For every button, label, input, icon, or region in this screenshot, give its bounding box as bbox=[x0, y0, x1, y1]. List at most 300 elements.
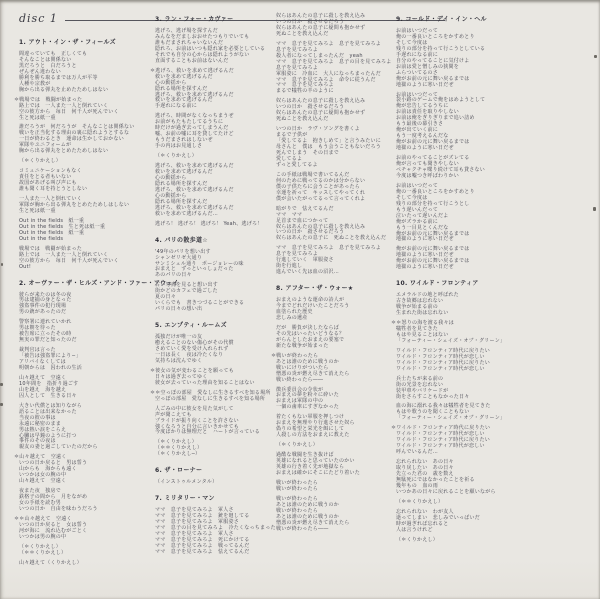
lyric-line: 黒だろうと 白だろうと bbox=[19, 62, 77, 69]
lyric-line: お前は責任を取りやしない bbox=[396, 109, 460, 116]
lyric-line: 手遅れになる前に bbox=[155, 103, 198, 110]
lyric-line: 俺が忠告してるうちに bbox=[396, 103, 449, 110]
lyric-line: ペチャクチャ喋り続けて耳も貸さない bbox=[396, 166, 485, 173]
lyric-line: 夏の日々 bbox=[155, 294, 177, 301]
lyric-line: いつの日か ラヴ・ソングを書くよ bbox=[276, 126, 360, 133]
lyric-line: 一日が終わるとき 運命は生かしておかない bbox=[19, 136, 125, 143]
lyric-line: 手遅れになる前に bbox=[396, 51, 439, 58]
stanza bbox=[276, 453, 395, 477]
lyric-line: 男の銃があったのだ bbox=[19, 309, 67, 316]
lyric-line: おまえのような運命の詩人が bbox=[276, 297, 345, 304]
lyric-line: 今度ばかりは無理だと ハートが言っている bbox=[155, 429, 261, 436]
lyric-line: 永遠に秘密のまま bbox=[19, 420, 62, 427]
lyric-line: ふらついてるのさ bbox=[396, 69, 438, 76]
lyric-line: 残りの部分を持って行こうとしている bbox=[396, 45, 486, 52]
lyric-line: 生まれた街は忘れない bbox=[396, 310, 449, 317]
lyric-line: 当夜の彼の事は bbox=[19, 414, 56, 421]
lyric-line: 誰もだまされちゃいないんだ bbox=[155, 39, 224, 46]
lyric-line: 胸から出る弾丸を止めたためしはない bbox=[19, 86, 109, 93]
lyric-line: 俺がお前の元に舞い戻るまでは bbox=[396, 230, 470, 237]
lyric-line: 徴兵委員会の令状が bbox=[276, 386, 324, 393]
lyric-line: 息子を見てみろよ bbox=[276, 46, 319, 53]
lyric-line: 人は言うけれど bbox=[396, 526, 433, 533]
scan-speck bbox=[593, 207, 596, 211]
lyric-line: 戦いにけりがついたら bbox=[276, 364, 329, 371]
lyric-line: 地獄のように寒い日だぜ bbox=[396, 252, 454, 259]
lyric-line: 「フォーティー・シェイズ・オブ・グリーン」 bbox=[396, 415, 506, 422]
lyric-line: 死ぬことを教え込んだ bbox=[276, 116, 329, 123]
lyric-line: 救いを求めて逃げるんだ bbox=[155, 169, 213, 176]
lyric-line: 心の動揺から bbox=[155, 192, 187, 199]
song-title: 10. ワイルド・フロンティア bbox=[396, 280, 479, 288]
stanza bbox=[155, 335, 274, 365]
lyric-line: もうだまされはしないぜ bbox=[155, 137, 213, 144]
lyric-line: ＊戦いが終わったら bbox=[271, 352, 319, 359]
lyric-line: まるで犠牲の羊のように bbox=[276, 88, 334, 95]
lyric-line: （＊くりかえし─） bbox=[155, 451, 201, 458]
lyric-line: 犠牲者を見てきた bbox=[396, 325, 439, 332]
lyric-line: 俺の一番良いところをかすめとり bbox=[396, 33, 475, 40]
stanza bbox=[150, 389, 274, 403]
lyric-line: いくらでも 書きつづることができる bbox=[155, 300, 245, 307]
stanza bbox=[19, 545, 152, 557]
lyric-line: 山々越えて 空遠く bbox=[19, 478, 67, 485]
lyric-line: 10年間を 指折り過ごす bbox=[19, 380, 79, 387]
lyric-line: 母さんと 僕は もう会うこともないだろう bbox=[276, 144, 382, 151]
lyric-line: 血塗られた歴史 bbox=[276, 309, 313, 316]
lyric-line: 人ごみの中に彼女を見た気がして bbox=[155, 405, 234, 412]
lyric-line: いつかは女の腕の中 bbox=[19, 472, 67, 479]
lyric-line: 逃げろ！ 逃げろ！ 逃げろ！ Yeah、逃げろ！ bbox=[155, 220, 263, 227]
stanza bbox=[396, 404, 566, 422]
lyric-line: お前がもたもたしてるうちに bbox=[155, 119, 224, 126]
lyric-line: おまえと ずっといっしょだった bbox=[155, 266, 234, 273]
stanza bbox=[396, 156, 566, 180]
lyric-line: 新たな戦争が始まった bbox=[276, 342, 329, 349]
lyric-line: ＊ワイルド・フロンティア時代に戻りたい bbox=[391, 425, 491, 432]
lyric-line: 何のために戦ってるのかは分からない bbox=[276, 177, 366, 184]
lyric-line: 行進していく 軍服姿さ bbox=[276, 257, 334, 264]
disc-label: disc 1 bbox=[19, 12, 58, 25]
lyric-line: 女の手紙を読む男 bbox=[19, 500, 62, 507]
lyric-line: 俺がお前の元に舞い戻るまでは bbox=[396, 139, 470, 146]
stanza bbox=[276, 497, 395, 533]
lyric-line: 責任をとる者もいない bbox=[19, 174, 72, 181]
lyric-line: あとは誰のために戦うのか bbox=[276, 501, 340, 508]
lyric-line: 隠れろ、お前はいつも隠れ家を必要としている bbox=[155, 45, 266, 52]
lyric-line: 泣いたって遅いんだよ bbox=[396, 212, 449, 219]
lyric-line: いつの日か戻ると 女は誓う bbox=[19, 521, 88, 528]
lyric-line: ＊逃げろ、救いを求めて逃げるんだ bbox=[150, 67, 235, 74]
lyric-line: お前は愛と憎しみの狭間を bbox=[396, 63, 460, 70]
lyric-line: 夜また夜 独房で bbox=[19, 488, 62, 495]
lyric-line: いつの日か 殺させるだろう bbox=[276, 229, 345, 236]
stanza bbox=[155, 154, 274, 160]
lyric-line: 奴らはあんたの息子に疑問も抱かせず bbox=[276, 24, 366, 31]
lyric-line: 生と死は紙一重 bbox=[19, 114, 56, 121]
lyric-line: 語ることは出来なかった bbox=[19, 408, 77, 415]
lyric-line: 着たくもない軍服を押しつけ bbox=[276, 414, 345, 421]
lyric-line: おまえは軍隊の中の bbox=[276, 398, 324, 405]
stanza bbox=[19, 52, 152, 94]
stanza bbox=[19, 320, 152, 344]
song-title: 8. アフター・ザ・ウォー★ bbox=[276, 285, 354, 293]
lyric-line: 一人また一人と倒れていく bbox=[19, 196, 83, 203]
lyric-line: Out in the fields 生と死は紙一重 bbox=[19, 223, 106, 230]
lyric-line: 「フォーティー・シェイズ・オブ・グリーン」 bbox=[396, 337, 506, 344]
lyric-line: ＊山々越えて 空遠く bbox=[14, 454, 67, 461]
lyric-line: 男は逮捕の身となった bbox=[19, 297, 72, 304]
lyric-line: 戦いを正当化する理由の裏に隠れようとするな bbox=[19, 130, 130, 137]
lyric-line: 憎悪の炎が燃え尽きて消えたら bbox=[276, 519, 350, 526]
lyric-line: 戦いが終わったら bbox=[276, 507, 318, 514]
lyric-line: ワイルド・フロンティア時代が恋しい bbox=[396, 443, 485, 450]
stanza bbox=[19, 125, 152, 155]
lyric-line: Out! bbox=[19, 263, 32, 270]
lyric-line: 奴らはあんたの息子に 死ぬことを教え込んだ bbox=[276, 235, 387, 242]
lyric-line: 山からも 海からも遠く bbox=[19, 466, 77, 473]
lyric-line: エメラルドの地と呼ばれた bbox=[396, 292, 459, 299]
lyric-line: ワイルド・フロンティア時代に戻りたい bbox=[396, 437, 490, 444]
lyric-line: あとは誰のために戦うのか bbox=[276, 358, 340, 365]
lyric-line: 逝ってしまい 悲しみでいっぱいだ bbox=[396, 514, 481, 521]
lyric-line: 心臓は早鐘のように打つ bbox=[19, 432, 77, 439]
lyric-line: （＊くりかえし） bbox=[276, 442, 319, 449]
lyric-line: 戦場では 戦闘が始まった bbox=[19, 245, 83, 252]
lyric-line: 警察署に連れていかれ bbox=[19, 319, 72, 326]
lyric-line: 山々越えて（くりかえし） bbox=[19, 559, 83, 566]
stanza bbox=[396, 29, 566, 89]
lyric-line: 奴らはあんたの息子に殺しを教え込み bbox=[276, 13, 366, 19]
lyric-line: 足首まで血につかって bbox=[276, 217, 329, 224]
lyric-line: ワイルド・フロンティア時代が恋しい bbox=[396, 353, 485, 360]
lyric-line: 呼んでいるんだ… bbox=[396, 449, 439, 456]
stanza bbox=[155, 283, 274, 313]
stanza bbox=[391, 425, 566, 456]
lyric-line: 地獄のように寒い日だぜ bbox=[396, 145, 454, 152]
lyric-line: 胸から出る弾丸をとめたためしはない bbox=[19, 148, 109, 155]
stanza bbox=[19, 219, 152, 243]
stanza bbox=[150, 367, 274, 387]
lyric-line: プライドが振り向くことを許さない bbox=[155, 417, 239, 424]
lyric-line: この手紙は戦場で書いてるんだ bbox=[276, 171, 350, 178]
lyric-line: 逃げろ、時間がなくなっちまうぜ bbox=[155, 113, 234, 120]
lyric-line: （＊くりかえし） bbox=[19, 158, 62, 165]
lyric-line: 山を越え 海を越え bbox=[19, 386, 67, 393]
lyric-line: 取り戻したい あの日々 bbox=[396, 465, 454, 472]
lyric-line: 悲しみの遺産 bbox=[276, 314, 308, 321]
lyric-line: 裁判官は言った bbox=[19, 347, 56, 354]
lyric-line: 軍服姿に 冷血に 大人になっちまったんだ bbox=[276, 70, 382, 77]
lyric-line: 隠れる場所を探すんだ bbox=[155, 180, 208, 187]
lyric-line: 誰も聞く耳を持とうとしない bbox=[19, 186, 88, 193]
lyric-line: 軍隊やユニフォームが bbox=[19, 142, 72, 149]
lyric-line: サンミシェル通り ボージョレーの味 bbox=[155, 260, 244, 267]
lyric-line: 残りの部分を持って行こうとし bbox=[396, 200, 470, 207]
lyric-line: 心の動揺から bbox=[155, 174, 187, 181]
song-title: 6. ザ・ローナー bbox=[155, 467, 203, 475]
lyric-line: ワイルド・フロンティア時代に戻りたい bbox=[396, 347, 490, 354]
lyric-line: まるで子供が bbox=[276, 132, 308, 139]
stanza bbox=[276, 246, 395, 276]
lyric-line: 「愛してるよ 抱きしめて」と言うみたいに bbox=[276, 138, 382, 145]
lyric-line: 息子を見てみろよ bbox=[276, 64, 319, 71]
lyric-line: 事件のその夜は bbox=[19, 438, 56, 445]
lyric-line: 手の内はお見通しさ bbox=[155, 143, 203, 150]
scan-speck bbox=[0, 383, 3, 386]
lyric-line: 無駄死にではなかったことを祈る bbox=[396, 476, 475, 483]
lyric-line: 憎悪の炎が燃え尽きて消えたら bbox=[276, 370, 350, 377]
scan-speck bbox=[1, 263, 3, 266]
lyric-line: 逃げろ、救いを求めて逃げるんだ bbox=[155, 163, 234, 170]
lyric-line: 死んでしまう その日まで bbox=[276, 150, 340, 157]
lyric-line: Out in the fields bbox=[19, 235, 64, 242]
stanza bbox=[155, 114, 274, 150]
stanza bbox=[276, 127, 395, 169]
stanza bbox=[14, 96, 152, 122]
lyric-line: 街を行進し bbox=[276, 263, 303, 270]
stanza bbox=[155, 222, 274, 228]
lyric-line: 男は朝を待った bbox=[19, 325, 56, 332]
lyric-line: 一個の歯車にすぎなかった bbox=[276, 404, 340, 411]
lyric-line: 兵士たちが来る前の bbox=[396, 375, 444, 382]
lyric-line: ママ 息子を見てみろよ 軍人さ bbox=[155, 507, 234, 514]
lyric-line: そして今度は bbox=[396, 194, 428, 201]
stanza bbox=[396, 500, 566, 506]
lyric-line: お前は俺をぎりぎりまで追い詰め bbox=[396, 115, 475, 122]
stanza bbox=[276, 298, 395, 322]
stanza bbox=[19, 247, 152, 271]
lyric-line: ママ ママ bbox=[276, 211, 303, 218]
lyric-line: （＊＊くりかえし） bbox=[396, 498, 444, 505]
lyric-line: 故国があげる叫び声にも bbox=[19, 180, 77, 187]
stanza bbox=[396, 349, 566, 373]
lyric-line: 人殺しの方法をおまえに教えた bbox=[276, 432, 350, 439]
lyric-line: 河が海に 流れ込むがごとく bbox=[19, 527, 88, 534]
lyric-line: 奴らはあんたの息子に殺しを教え込み bbox=[276, 223, 366, 230]
stanza bbox=[19, 348, 152, 372]
stanza bbox=[19, 293, 152, 317]
lyric-line: 逃げろ、救いを求めて逃げるんだ bbox=[155, 91, 234, 98]
stanza bbox=[396, 510, 566, 534]
lyric-line: （インストゥルメンタル） bbox=[155, 479, 218, 486]
lyric-line: ママ 息子の目を見てみろよ 冷たくなっちまった bbox=[155, 525, 276, 532]
lyric-line: 戦いが終わったら―― bbox=[276, 525, 329, 532]
stanza bbox=[396, 377, 566, 401]
lyric-line: 幾年もの 血の雨 bbox=[396, 482, 439, 489]
stanza bbox=[396, 538, 566, 544]
lyric-line: 隠れる場所を探すんだ bbox=[155, 198, 208, 205]
lyric-line: 気持ちは沈んでゆく bbox=[155, 357, 203, 364]
lyric-line: 幸運を祈って キッスしてやってくれ bbox=[276, 189, 366, 196]
lyric-line: 日々は過ぎ去ってゆく bbox=[155, 373, 208, 380]
lyric-line: シャンゼリゼ大通り bbox=[155, 254, 203, 261]
lyric-line: （＊くりかえし） bbox=[155, 439, 198, 446]
lyric-line: 俺がお前の元に舞い戻るまでは bbox=[396, 246, 470, 253]
lyric-line: ママ 息子を見てみろよ bbox=[276, 82, 334, 89]
lyric-line: 戦いが終わったら bbox=[276, 495, 318, 502]
lyric-line: 地獄のように寒い日だぜ bbox=[396, 264, 454, 271]
lyric-line: お前はいつだって bbox=[396, 91, 439, 98]
lyric-line: ワイルド・フロンティア時代が恋しい bbox=[396, 365, 485, 372]
lyric-line: 逃げろ、逃げ場を探すんだ bbox=[155, 28, 219, 34]
lyric-line: もう一目見とくんだな bbox=[396, 224, 449, 231]
stanza bbox=[155, 508, 274, 556]
lyric-line: ＊戦場では 戦闘が始まった bbox=[14, 96, 83, 103]
lyric-line: 囚人として 生きる日々 bbox=[19, 392, 77, 399]
lyric-line: 地獄のように寒い日だぜ bbox=[396, 81, 454, 88]
lyric-line: 路上では 一人また一人と倒れていく bbox=[19, 102, 109, 109]
stanza bbox=[19, 159, 152, 165]
lyrics-column-4 bbox=[391, 14, 566, 548]
stanza bbox=[19, 376, 152, 400]
lyric-line: お前のやってることがズレてる bbox=[396, 155, 470, 162]
lyric-line: それでも自分の心からは隠れようがない bbox=[155, 51, 250, 58]
lyric-line: ＊彼女の気が変わることを願っても bbox=[150, 367, 235, 374]
stanza bbox=[19, 197, 152, 215]
lyric-line: もはや見ることはない bbox=[396, 331, 449, 338]
lyric-line: いつかあの日々に戻れることを願いながら bbox=[396, 488, 496, 495]
lyric-line: 血の海に溺れる我々は犠牲者を見てきた bbox=[396, 403, 491, 410]
lyric-line: （＊＊くりかえし） bbox=[155, 445, 203, 452]
lyric-line: 街かどのカフェで過ごした bbox=[155, 288, 218, 295]
song-title: 9. コールド・デイ・イン・ヘル bbox=[396, 16, 487, 23]
lyric-line: ママ 息子を見てみろよ 軍人さ bbox=[155, 531, 234, 538]
lyric-line: 自分のやってることに気付けよ bbox=[396, 57, 470, 64]
lyric-line: その先はいったいどうなる？ bbox=[276, 330, 345, 337]
lyric-line: 先立った君の 歳を数え bbox=[396, 471, 454, 477]
lyric-line: 古き故郷は忘れない bbox=[396, 298, 444, 305]
lyric-line: ママ 息子を見てみろよ 戦ってるんだ bbox=[155, 542, 250, 549]
lyric-line: あとは誰のために戦うのか bbox=[276, 513, 340, 520]
lyric-line: 息子を見てみろよ bbox=[276, 251, 319, 258]
lyric-line: 空っぽの部屋 愛なしに生きるすべを知る場所 bbox=[155, 395, 266, 402]
lyrics-column-3 bbox=[271, 13, 395, 537]
stanza bbox=[19, 404, 152, 452]
lyric-line: 今までどれだけいたことだろう bbox=[276, 303, 350, 310]
lyric-line: 無実の罪だと知ったのだ bbox=[19, 337, 77, 344]
stanza bbox=[276, 388, 395, 412]
lyric-line: 奴らはあんたの息子に疑問も抱かせず bbox=[276, 110, 366, 117]
lyric-line: 彼らが来たのは冬の夜 bbox=[19, 291, 72, 298]
lyric-line: おまえを無理やり行進させた奴ら bbox=[276, 420, 355, 427]
lyric-line: Out in the fields 紙一重 bbox=[19, 217, 85, 224]
lyric-line: 死ぬことを教え込んだ bbox=[276, 30, 329, 37]
lyric-line: 僕の子供たちに会うことがあったら bbox=[276, 183, 360, 190]
song-title: 5. エンプティ・ルームズ bbox=[155, 322, 227, 330]
song-title: 1. アウト・イン・ザ・フィールズ bbox=[19, 39, 116, 46]
lyric-line: もう最後の幕引きさ bbox=[396, 121, 444, 128]
lyric-line: 「被告は強盗罪により−」 bbox=[19, 353, 82, 360]
lyric-line: 直面することもお前はないんだ bbox=[155, 57, 229, 64]
lyric-line: 英雄になれると思っていたのかい bbox=[276, 458, 355, 465]
lyric-line: 一日は長く 夜は冷たくなり bbox=[155, 351, 224, 358]
stanza bbox=[155, 29, 274, 65]
lyric-line: Out in the fields 紙一重 bbox=[19, 229, 85, 236]
lyric-line: もう一度考えるんだな bbox=[396, 133, 449, 140]
lyric-line: 俺が出ていく前に bbox=[396, 127, 439, 134]
lyric-line: 今度は嘘つき呼ばわりかい bbox=[396, 172, 460, 179]
lyric-line: 孤独だけが唯一の友 bbox=[155, 334, 203, 341]
lyric-line: そんなことは関係ない bbox=[19, 56, 72, 63]
lyric-line: いつの日か 自由を味わうだろう bbox=[19, 506, 98, 512]
lyric-line: 街をさらすこともなかった日々 bbox=[396, 393, 470, 400]
lyric-line: 英雄の行き着く先が地獄なら bbox=[276, 464, 345, 470]
scan-speck bbox=[0, 403, 3, 406]
lyric-line: 勝利を勝ち取るまでは万人が平等 bbox=[19, 74, 98, 81]
lyrics-column-2 bbox=[150, 14, 276, 560]
stanza bbox=[396, 460, 566, 496]
lyric-line: 彼女が去っていった理由を知ることはない bbox=[155, 379, 255, 386]
lyric-line: 俺が言っても聞きやしない bbox=[396, 161, 460, 168]
lyric-line: ママ 息子を見てみろよ 息子を見てみろよ bbox=[276, 40, 382, 47]
lyric-line: パリの日々の想い出 bbox=[155, 306, 203, 313]
lyric-line: いつの日か戻ると 男は誓う bbox=[19, 460, 88, 467]
lyric-line: 愛してるよ bbox=[276, 155, 303, 162]
stanza bbox=[276, 326, 395, 350]
lyric-line: 隠れる場所を探すんだ bbox=[155, 85, 208, 92]
lyric-line: 戦いが終わったら bbox=[276, 479, 318, 486]
stanza bbox=[396, 293, 566, 317]
stanza bbox=[276, 443, 395, 449]
lyric-line: 生と死は紙一重 bbox=[19, 207, 56, 214]
lyric-line: 癒えることのない傷心がその代償 bbox=[155, 340, 234, 347]
lyric-line: いつかは男の腕の中 bbox=[19, 533, 67, 540]
lyric-line: （＊くりかえし） bbox=[396, 536, 439, 543]
lyric-line: 鉄格子の間から 月をながめ bbox=[19, 494, 88, 501]
lyric-line: 僕が会いたがってるって言ってくれよ bbox=[276, 195, 366, 202]
lyric-line: 俺の一番良いところをかすめとり bbox=[396, 188, 475, 195]
stanza bbox=[155, 250, 274, 280]
stanza bbox=[276, 173, 395, 203]
lyric-line: 時だけが過ぎ去ってしまうんだ bbox=[155, 125, 229, 132]
lyric-line: 過酷な戦闘を生き抜けば bbox=[276, 452, 334, 459]
lyric-line: 空の彼方から 毎日 何千人が死んでいく bbox=[19, 257, 119, 264]
lyric-line: 明朝からは 囚われの生活 bbox=[19, 364, 83, 371]
lyric-line: 間違っていても 正しくても bbox=[19, 51, 88, 57]
lyric-line: 強くなろうと自分に言いきかせても bbox=[155, 423, 240, 430]
stanza bbox=[396, 247, 566, 271]
stanza bbox=[276, 14, 395, 38]
lyric-line: 声が聞こえても bbox=[155, 411, 192, 418]
stanza bbox=[14, 515, 152, 541]
lyric-line: いつの日か 殺させるだろう bbox=[276, 104, 345, 111]
lyric-line: （＊＊くりかえし） bbox=[19, 549, 67, 556]
lyric-line: おまえは確かにそこにたどり着いた bbox=[276, 469, 361, 476]
lyric-line: あのパリの日々 bbox=[155, 272, 192, 279]
lyric-line: 空の彼方から 毎日 何千人が死んでいく bbox=[19, 108, 119, 115]
lyric-line: 進んでいく先は血の沼沢… bbox=[276, 269, 340, 276]
stanza bbox=[14, 454, 152, 485]
lyric-line: 袋小路のゲームで俺をはめようとして bbox=[396, 97, 486, 104]
lyric-line: 逃げろ、救いを求めて逃げるんだ bbox=[155, 204, 234, 211]
lyric-line: ママ 息子を見てみろよ 息子の目を見てみろよ bbox=[276, 58, 392, 65]
lyric-line: ママ 息子を見てみろよ 怯えてるんだ bbox=[155, 548, 250, 555]
lyric-line: 戦い終わったら―― bbox=[276, 376, 324, 383]
lyric-line: そして今度は bbox=[396, 39, 428, 46]
lyric-line: 戦いが終わったら bbox=[276, 485, 318, 492]
lyric-line: みんなをだましおおせたつもりでいても bbox=[155, 33, 250, 40]
lyric-line: （＊くりかえし） bbox=[19, 543, 62, 550]
lyric-line: 救いを求めて逃げるんだ bbox=[155, 97, 213, 104]
lyric-line: ママ 息子を見てみろよ 息子を見てみろよ bbox=[276, 245, 382, 252]
lyric-line: 俺がお前の元に舞い戻るまでは bbox=[396, 258, 470, 265]
stanza bbox=[271, 352, 395, 384]
lyric-line: 山々越えて 空遠く bbox=[19, 374, 67, 381]
lyric-line: 救いを求めて逃げるんだ… bbox=[155, 210, 219, 217]
lyric-line: 路上では 一人また一人と倒れていく bbox=[19, 251, 109, 258]
lyric-line: 暗がりで 怯えてるんだ bbox=[276, 205, 334, 212]
